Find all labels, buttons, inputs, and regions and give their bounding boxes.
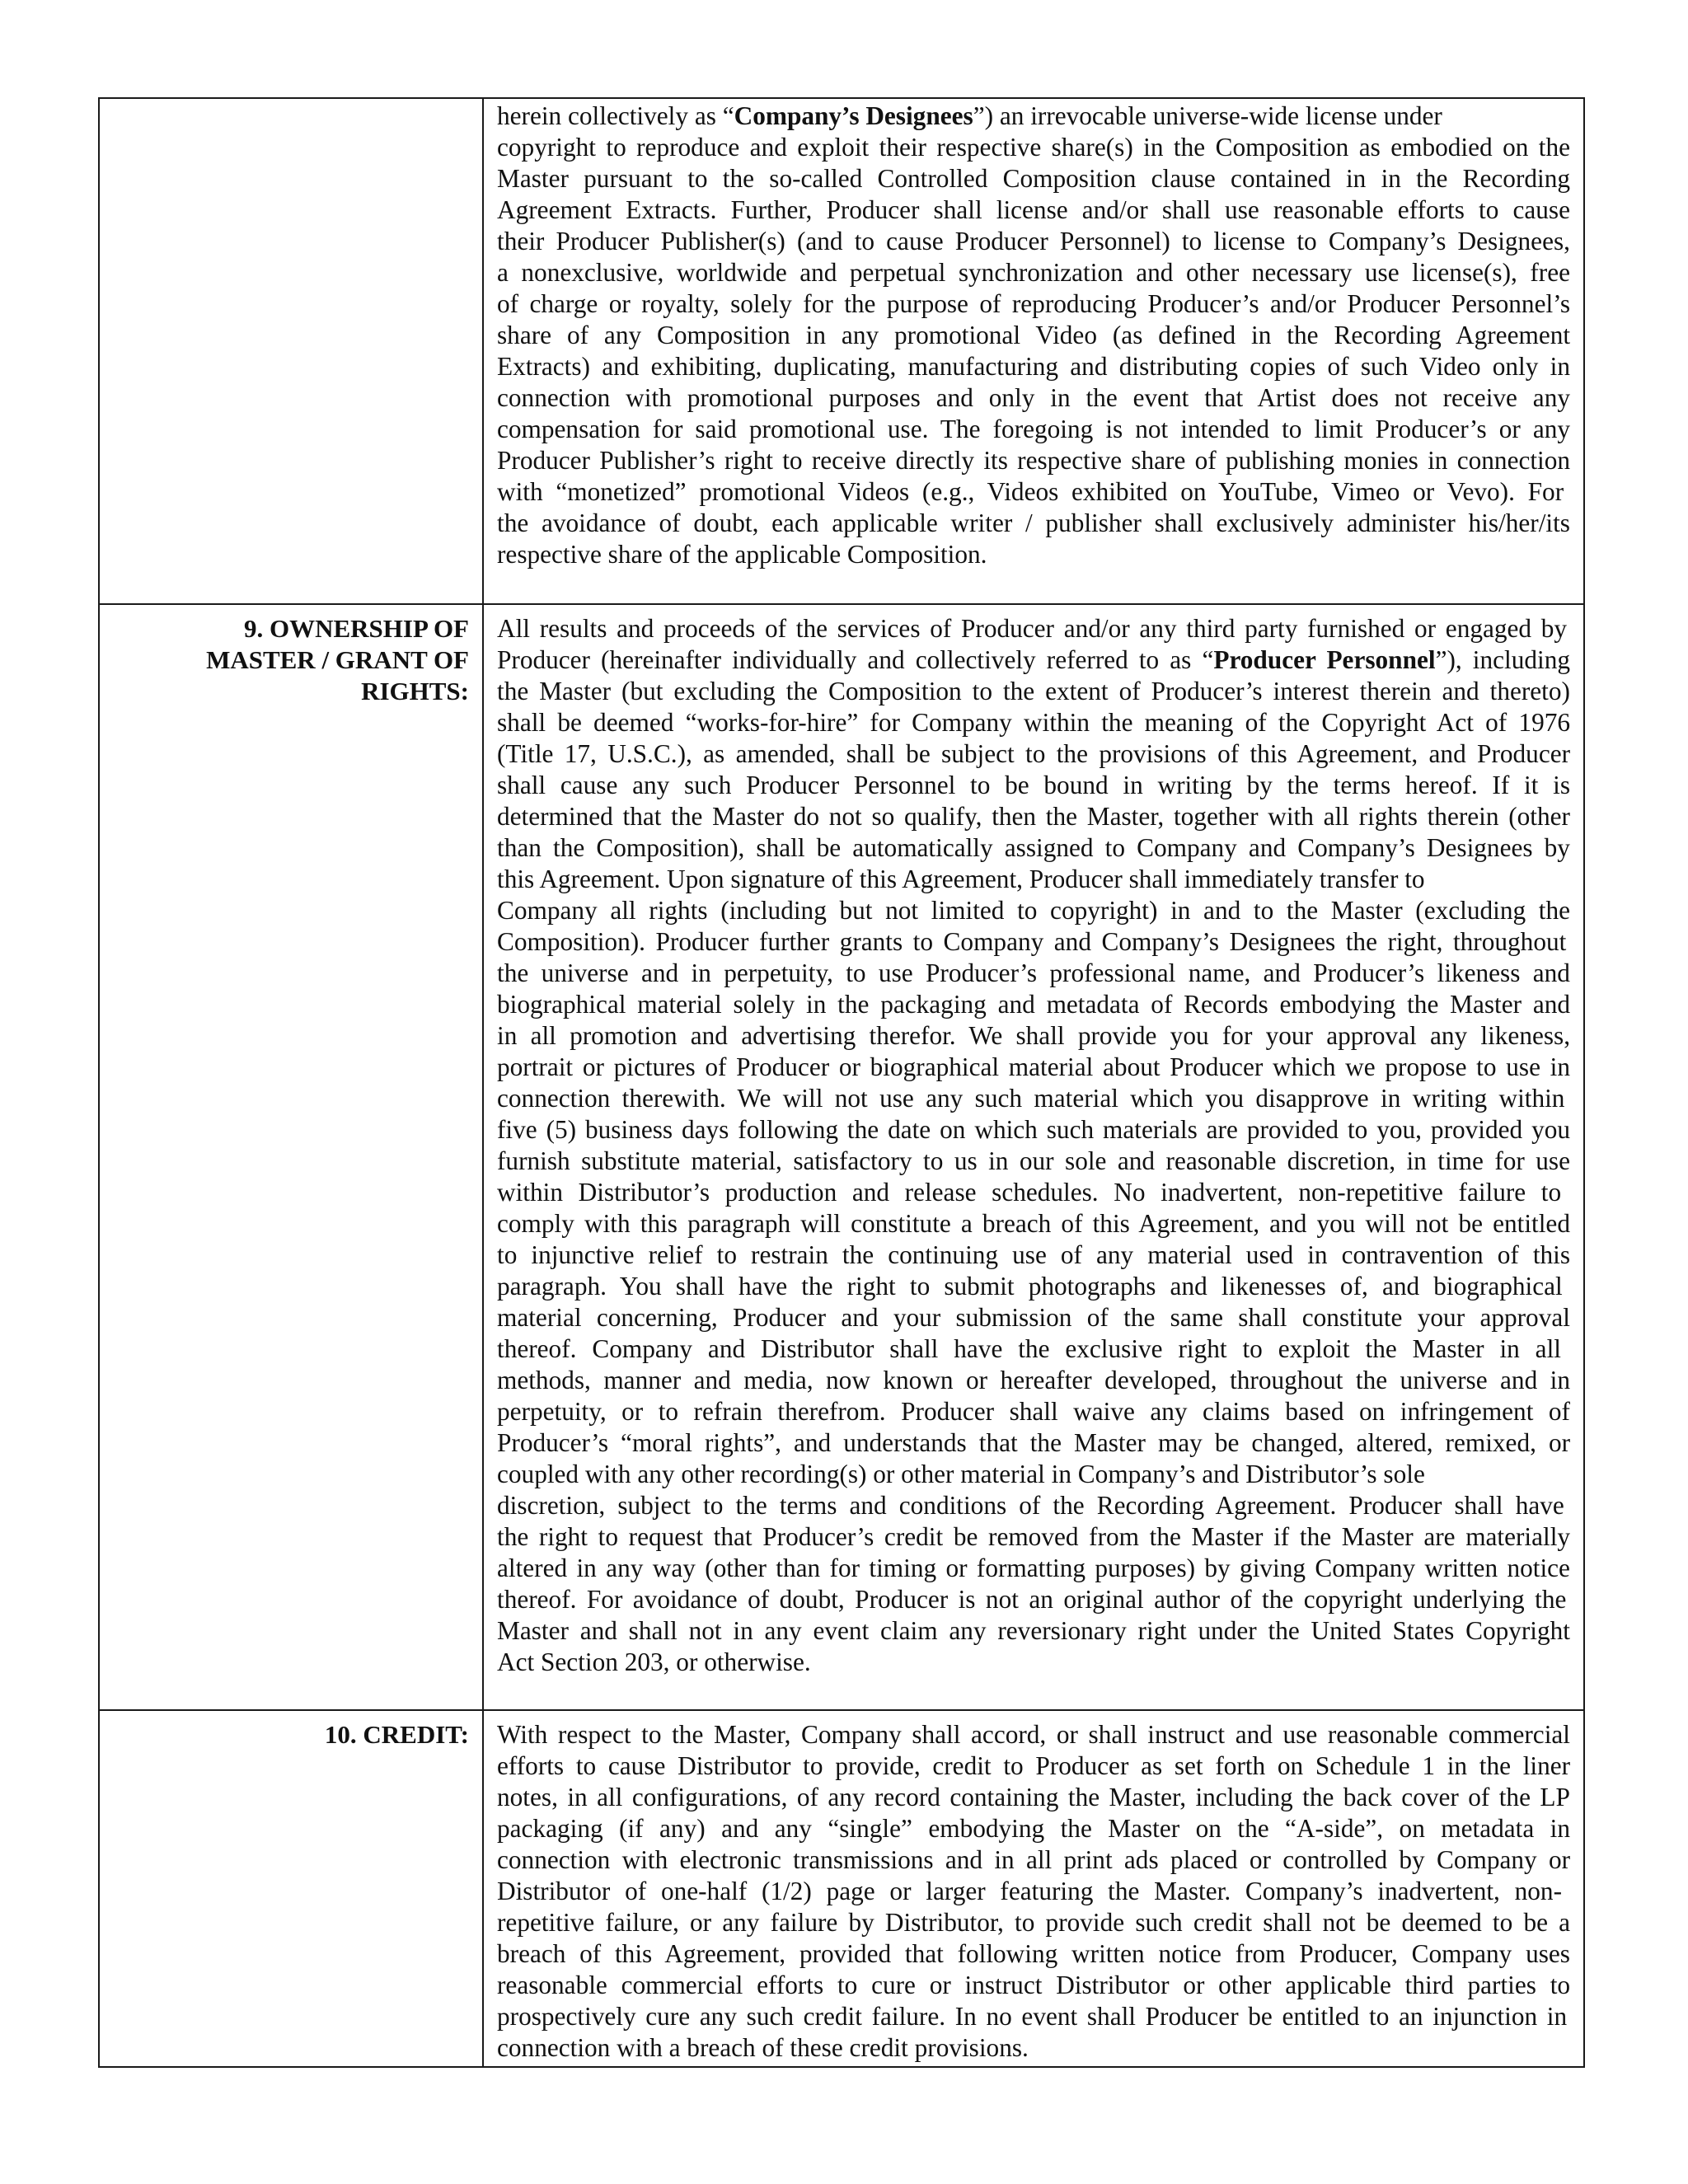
paragraph-line <box>497 1615 1570 1647</box>
text-run: the right to request that Producer’s credit be removed from the Master if the Master are materially <box>497 1522 1571 1551</box>
paragraph-line <box>497 1782 1570 1813</box>
text-run: thereof. For avoidance of doubt, Producer is not an original author of the copyright underlying the <box>497 1585 1567 1614</box>
text-run: in all promotion and advertising therefor. We shall provide you for your approval any likeness, <box>497 1021 1571 1050</box>
text-run: With respect to the Master, Company shall accord, or shall instruct and use reasonable commercial <box>497 1720 1570 1749</box>
paragraph-line <box>497 1396 1570 1427</box>
section-heading-line: MASTER / GRANT OF <box>206 645 469 674</box>
text-run: ”), including <box>1435 645 1571 674</box>
table-row <box>99 1710 1584 2067</box>
text-run: than the Composition), shall be automatically assigned to Company and Company’s Designees by <box>497 833 1570 862</box>
paragraph-line <box>497 1271 1570 1302</box>
text-run: (Title 17, U.S.C.), as amended, shall be subject to the provisions of this Agreement, and Producer <box>497 739 1571 768</box>
paragraph-line <box>497 1938 1570 1970</box>
paragraph-line <box>497 101 1570 132</box>
section-heading-line: 10. CREDIT: <box>324 1720 469 1749</box>
text-run: determined that the Master do not so qualify, then the Master, together with all rights therein (other <box>497 802 1570 831</box>
text-run: breach of this Agreement, provided that following written notice from Producer, Company uses <box>497 1939 1570 1968</box>
text-run: All results and proceeds of the services of Producer and/or any third party furnished or engaged by <box>497 614 1568 643</box>
text-run: paragraph. You shall have the right to submit photographs and likenesses of, and biographical <box>497 1272 1563 1301</box>
text-run: Agreement Extracts. Further, Producer shall license and/or shall use reasonable efforts to cause <box>497 195 1570 224</box>
paragraph-line <box>497 1490 1570 1521</box>
text-run: efforts to cause Distributor to provide, credit to Producer as set forth on Schedule 1 in the liner <box>497 1751 1571 1780</box>
text-run: to injunctive relief to restrain the continuing use of any material used in contravention of this <box>497 1240 1571 1269</box>
paragraph-line <box>497 801 1570 832</box>
section-heading <box>99 604 483 1710</box>
text-run: of charge or royalty, solely for the purpose of reproducing Producer’s and/or Producer Personnel’s <box>497 289 1571 318</box>
text-run: the universe and in perpetuity, to use Producer’s professional name, and Producer’s likeness and <box>497 958 1570 987</box>
paragraph-line <box>497 163 1570 194</box>
text-run: furnish substitute material, satisfactory to us in our sole and reasonable discretion, in time for use <box>497 1146 1570 1175</box>
text-run: their Producer Publisher(s) (and to cause Producer Personnel) to license to Company’s Designees, <box>497 227 1570 255</box>
text-run: five (5) business days following the date on which such materials are provided to you, provided you <box>497 1115 1571 1144</box>
text-run: the avoidance of doubt, each applicable writer / publisher shall exclusively administer his/her/its <box>497 509 1570 537</box>
text-run: the Master (but excluding the Composition to the extent of Producer’s interest therein and thereto) <box>497 677 1570 705</box>
text-run: copyright to reproduce and exploit their respective share(s) in the Composition as embodied on the <box>497 133 1571 162</box>
paragraph-line <box>497 476 1570 508</box>
text-run: portrait or pictures of Producer or biographical material about Producer which we propose to use in <box>497 1052 1571 1081</box>
text-run: comply with this paragraph will constitute a breach of this Agreement, and you will not be entitled <box>497 1209 1570 1238</box>
section-heading-line: RIGHTS: <box>361 677 469 705</box>
text-run: Composition). Producer further grants to Company and Company’s Designees the right, throughout <box>497 927 1567 956</box>
paragraph-line <box>497 194 1570 226</box>
paragraph-line <box>497 1876 1570 1907</box>
paragraph-line <box>497 1208 1570 1240</box>
section-heading-line: 9. OWNERSHIP OF <box>243 614 469 643</box>
text-run: compensation for said promotional use. The foregoing is not intended to limit Producer’s or any <box>497 415 1571 443</box>
paragraph-line <box>497 1052 1570 1083</box>
paragraph-line <box>497 1240 1570 1271</box>
paragraph-line <box>497 351 1570 382</box>
paragraph-line <box>497 257 1570 288</box>
paragraph-line <box>497 2032 1570 2064</box>
text-run: connection with a breach of these credit provisions. <box>497 2033 1029 2062</box>
section-heading <box>99 1710 483 2067</box>
text-run: herein collectively as “ <box>497 101 734 130</box>
text-run: altered in any way (other than for timing or formatting purposes) by giving Company written notice <box>497 1554 1570 1582</box>
paragraph-line <box>497 832 1570 864</box>
defined-term: Producer Personnel <box>1213 645 1436 674</box>
paragraph-line <box>497 989 1570 1020</box>
paragraph-line <box>497 707 1570 738</box>
paragraph-line <box>497 1459 1570 1490</box>
text-run: Master and shall not in any event claim any reversionary right under the United States Copyright <box>497 1616 1570 1645</box>
paragraph-line <box>497 1750 1570 1782</box>
text-run: packaging (if any) and any “single” embodying the Master on the “A-side”, on metadata in <box>497 1814 1571 1843</box>
paragraph-line <box>497 864 1570 895</box>
text-run: discretion, subject to the terms and conditions of the Recording Agreement. Producer shall have <box>497 1491 1564 1520</box>
paragraph-line <box>497 1907 1570 1938</box>
text-run: shall cause any such Producer Personnel to be bound in writing by the terms hereof. If it is <box>497 771 1571 799</box>
text-run: thereof. Company and Distributor shall have the exclusive right to exploit the Master in all <box>497 1334 1561 1363</box>
text-run: this Agreement. Upon signature of this Agreement, Producer shall immediately transfer to <box>497 865 1425 893</box>
text-run: Master pursuant to the so-called Controlled Composition clause contained in in the Recording <box>497 164 1571 193</box>
paragraph-line <box>497 508 1570 539</box>
text-run: reasonable commercial efforts to cure or instruct Distributor or other applicable third parties to <box>497 1971 1571 1999</box>
text-run: biographical material solely in the packaging and metadata of Records embodying the Master and <box>497 990 1571 1019</box>
text-run: Distributor of one-half (1/2) page or larger featuring the Master. Company’s inadvertent, non- <box>497 1877 1562 1905</box>
text-run: Extracts) and exhibiting, duplicating, manufacturing and distributing copies of such Video only in <box>497 352 1570 381</box>
text-run: connection with electronic transmissions and in all print ads placed or controlled by Company or <box>497 1845 1571 1874</box>
text-run: a nonexclusive, worldwide and perpetual synchronization and other necessary use license(s), free <box>497 258 1570 287</box>
text-run: Act Section 203, or otherwise. <box>497 1647 811 1676</box>
paragraph-line <box>497 1647 1570 1678</box>
text-run: Producer (hereinafter individually and collectively referred to as “ <box>497 645 1214 674</box>
paragraph-line <box>497 1427 1570 1459</box>
paragraph-line <box>497 1553 1570 1584</box>
text-run: shall be deemed “works-for-hire” for Company within the meaning of the Copyright Act of 1976 <box>497 708 1571 737</box>
paragraph-line <box>497 539 1570 570</box>
text-run: material concerning, Producer and your submission of the same shall constitute your approval <box>497 1303 1570 1332</box>
text-run: Producer Publisher’s right to receive directly its respective share of publishing monies in connection <box>497 446 1571 475</box>
paragraph-line <box>497 1302 1570 1333</box>
text-run: prospectively cure any such credit failure. In no event shall Producer be entitled to an injunction in <box>497 2002 1568 2031</box>
paragraph-line <box>497 288 1570 320</box>
paragraph-line <box>497 226 1570 257</box>
paragraph-line <box>497 613 1570 644</box>
text-run: repetitive failure, or any failure by Distributor, to provide such credit shall not be deemed to be a <box>497 1908 1571 1937</box>
text-run: connection therewith. We will not use any such material which you disapprove in writing within <box>497 1084 1565 1113</box>
paragraph-line <box>497 1584 1570 1615</box>
paragraph-line <box>497 132 1570 163</box>
text-run: with “monetized” promotional Videos (e.g., Videos exhibited on YouTube, Vimeo or Vevo). For <box>497 477 1564 506</box>
defined-term: Company’s Designees <box>734 101 973 130</box>
paragraph-line <box>497 926 1570 958</box>
paragraph-line <box>497 2001 1570 2032</box>
paragraph-line <box>497 1114 1570 1146</box>
section-heading <box>99 98 483 604</box>
text-run: connection with promotional purposes and only in the event that Artist does not receive any <box>497 383 1570 412</box>
paragraph-line <box>497 1521 1570 1553</box>
paragraph-line <box>497 382 1570 414</box>
text-run: Company all rights (including but not limited to copyright) in and to the Master (excluding the <box>497 896 1571 925</box>
paragraph-line <box>497 1365 1570 1396</box>
section-body <box>483 98 1584 604</box>
paragraph-line <box>497 414 1570 445</box>
text-run: ”) an irrevocable universe-wide license under <box>973 101 1442 130</box>
text-run: within Distributor’s production and release schedules. No inadvertent, non-repetitive failure to <box>497 1178 1562 1207</box>
paragraph-line <box>497 445 1570 476</box>
paragraph-line <box>497 1083 1570 1114</box>
section-body <box>483 604 1584 1710</box>
paragraph-line <box>497 1970 1570 2001</box>
paragraph-line <box>497 895 1570 926</box>
paragraph-line <box>497 1844 1570 1876</box>
agreement-terms-table <box>98 97 1585 2068</box>
table-row <box>99 604 1584 1710</box>
text-run: notes, in all configurations, of any record containing the Master, including the back cover of the LP <box>497 1783 1570 1811</box>
paragraph-line <box>497 958 1570 989</box>
text-run: perpetuity, or to refrain therefrom. Producer shall waive any claims based on infringement of <box>497 1397 1570 1426</box>
paragraph-line <box>497 644 1570 676</box>
text-run: share of any Composition in any promotional Video (as defined in the Recording Agreement <box>497 321 1571 349</box>
paragraph-line <box>497 1813 1570 1844</box>
paragraph-line <box>497 676 1570 707</box>
paragraph-line <box>497 770 1570 801</box>
text-run: Producer’s “moral rights”, and understands that the Master may be changed, altered, remixed, or <box>497 1428 1571 1457</box>
paragraph-line <box>497 1333 1570 1365</box>
text-run: coupled with any other recording(s) or other material in Company’s and Distributor’s sole <box>497 1460 1425 1488</box>
paragraph-line <box>497 1177 1570 1208</box>
paragraph-line <box>497 1146 1570 1177</box>
text-run: respective share of the applicable Composition. <box>497 540 987 569</box>
paragraph-line <box>497 1020 1570 1052</box>
paragraph-line <box>497 1719 1570 1750</box>
section-body <box>483 1710 1584 2067</box>
paragraph-line <box>497 320 1570 351</box>
table-row <box>99 98 1584 604</box>
paragraph-line <box>497 738 1570 770</box>
text-run: methods, manner and media, now known or hereafter developed, throughout the universe and in <box>497 1366 1571 1394</box>
